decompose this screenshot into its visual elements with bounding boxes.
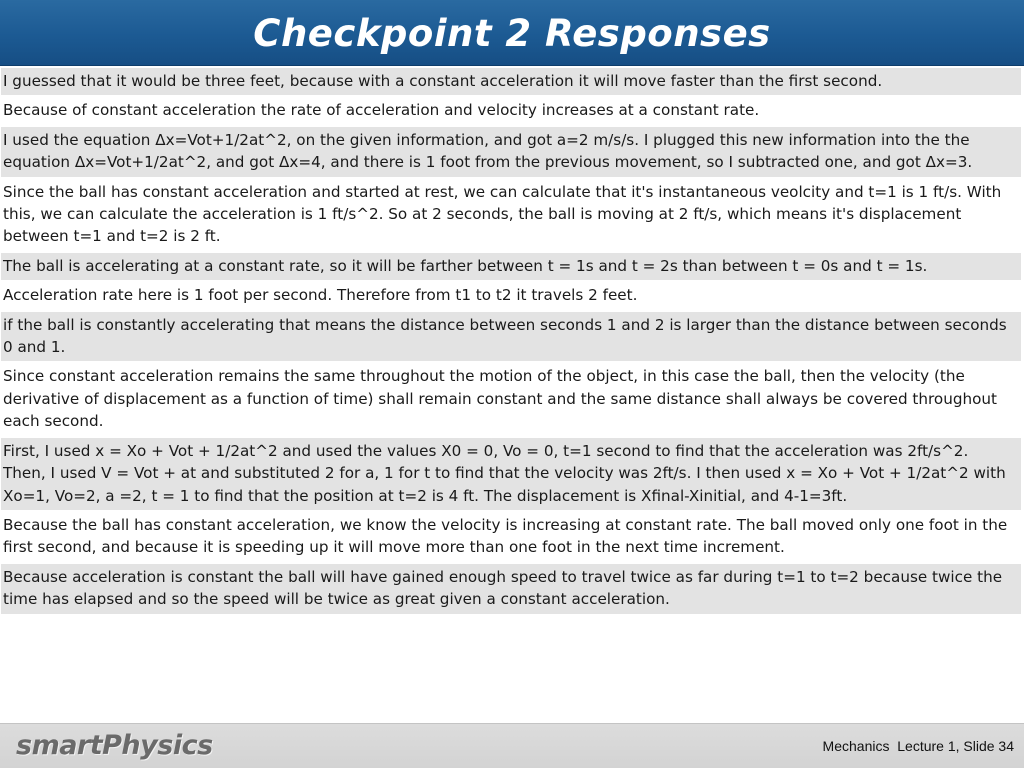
response-row: I guessed that it would be three feet, because with a constant acceleration it will move faster than the first second.	[1, 68, 1021, 95]
slide-number-label: Mechanics Lecture 1, Slide 34	[822, 738, 1014, 754]
response-row: Since constant acceleration remains the same throughout the motion of the object, in this case the ball, then the velocity (the derivative of displacement as a function of time) shall remain constant and the same distance shall always be covered throughout each second.	[1, 363, 1021, 435]
response-row: Acceleration rate here is 1 foot per second. Therefore from t1 to t2 it travels 2 feet.	[1, 282, 1021, 309]
response-row: First, I used x = Xo + Vot + 1/2at^2 and used the values X0 = 0, Vo = 0, t=1 second to find that the acceleration was 2ft/s^2. Then, I used V = Vot + at and substituted 2 for a, 1 for t to find that the velocity was 2ft/s. I then used x = Xo + Vot + 1/2at^2 with Xo=1, Vo=2, a =2, t = 1 to find that the position at t=2 is 4 ft. The displacement is Xfinal-Xinitial, and 4-1=3ft.	[1, 438, 1021, 510]
response-row: I used the equation Δx=Vot+1/2at^2, on the given information, and got a=2 m/s/s. I plugged this new information into the the equation Δx=Vot+1/2at^2, and got Δx=4, and there is 1 foot from the previous movement, so I subtracted one, and got Δx=3.	[1, 127, 1021, 177]
response-row: if the ball is constantly accelerating that means the distance between seconds 1 and 2 is larger than the distance between seconds 0 and 1.	[1, 312, 1021, 362]
footer-bar	[0, 723, 1024, 768]
response-row: Because acceleration is constant the ball will have gained enough speed to travel twice as far during t=1 to t=2 because twice the time has elapsed and so the speed will be twice as great given a constant acceleration.	[1, 564, 1021, 614]
responses-table	[0, 68, 1022, 616]
slide-title: Checkpoint 2 Responses	[253, 12, 771, 55]
title-bar	[0, 0, 1024, 66]
smartphysics-logo: smartPhysics	[16, 730, 213, 761]
response-row: Because of constant acceleration the rate of acceleration and velocity increases at a constant rate.	[1, 97, 1021, 124]
response-row: Because the ball has constant acceleration, we know the velocity is increasing at constant rate. The ball moved only one foot in the first second, and because it is speeding up it will move more than one foot in the next time increment.	[1, 512, 1021, 562]
response-row: Since the ball has constant acceleration and started at rest, we can calculate that it's instantaneous veolcity and t=1 is 1 ft/s. With this, we can calculate the acceleration is 1 ft/s^2. So at 2 seconds, the ball is moving at 2 ft/s, which means it's displacement between t=1 and t=2 is 2 ft.	[1, 179, 1021, 251]
response-row: The ball is accelerating at a constant rate, so it will be farther between t = 1s and t = 2s than between t = 0s and t = 1s.	[1, 253, 1021, 280]
